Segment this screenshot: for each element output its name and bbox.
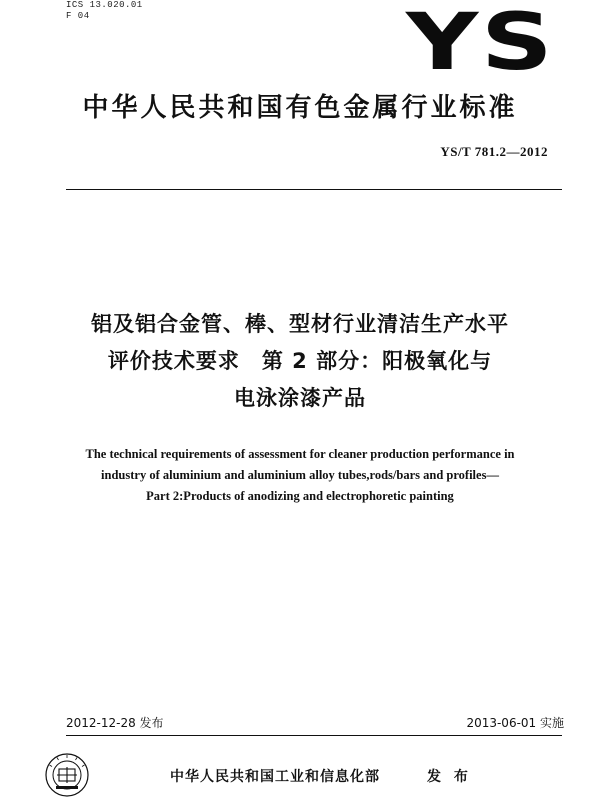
english-title-line-3: Part 2:Products of anodizing and electrophoretic painting [146, 489, 454, 503]
standard-number: YS/T 781.2—2012 [440, 144, 548, 159]
bottom-divider [66, 735, 562, 736]
english-title [0, 444, 600, 507]
issue-label: 发 布 [427, 769, 472, 785]
chinese-title-line-3: 电泳涂漆产品 [234, 386, 366, 410]
implementation-date: 2013-06-01 实施 [466, 716, 564, 730]
chinese-title-line-1: 铝及铝合金管、棒、型材行业清洁生产水平 [91, 312, 509, 336]
chinese-title [0, 306, 600, 417]
chinese-title-line-2: 评价技术要求 第 2 部分：阳极氧化与 [107, 349, 493, 373]
ics-code: ICS 13.020.01 [66, 0, 143, 10]
ministry-seal-icon [44, 752, 90, 798]
classification-codes [66, 0, 143, 22]
issuing-authority: 中华人民共和国工业和信息化部 [170, 769, 380, 785]
ys-standard-logo: YS [406, 0, 556, 88]
top-divider [66, 189, 562, 190]
standard-category-title: 中华人民共和国有色金属行业标准 [82, 93, 518, 123]
ccs-code: F 04 [66, 11, 90, 21]
publication-date: 2012-12-28 发布 [66, 716, 164, 730]
english-title-line-1: The technical requirements of assessment for cleaner production performance in [85, 447, 515, 461]
english-title-line-2: industry of aluminium and aluminium alloy tubes,rods/bars and profiles— [101, 468, 499, 482]
